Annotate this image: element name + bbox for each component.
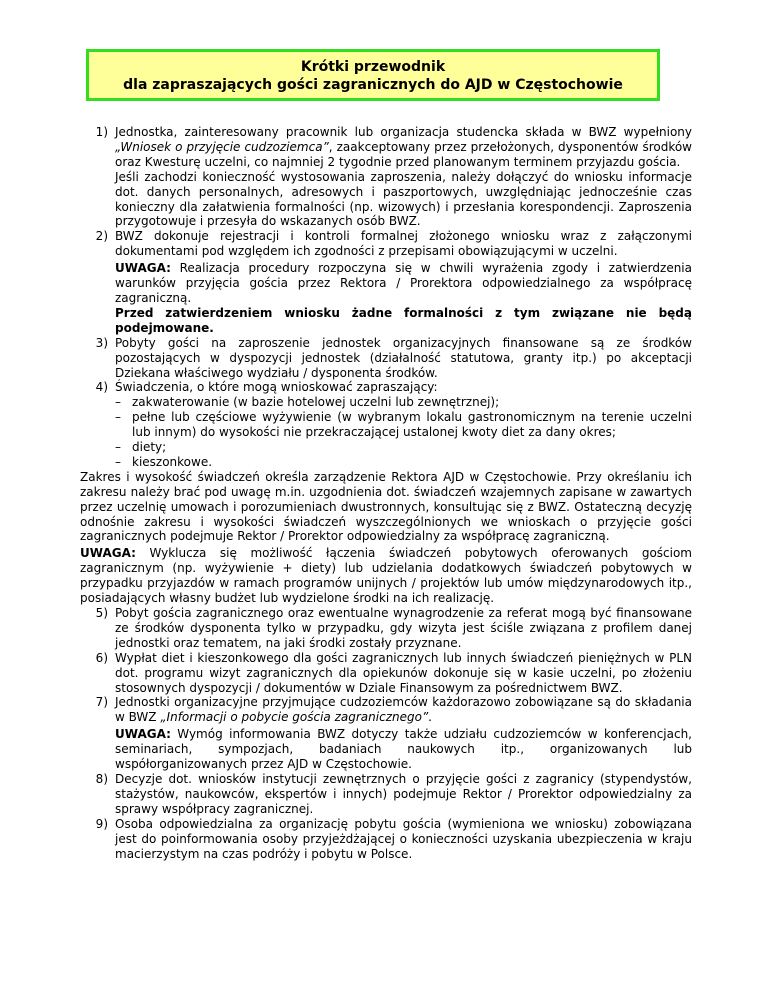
list-item-9 bbox=[80, 817, 692, 862]
text-run: . bbox=[428, 710, 432, 725]
item-paragraph bbox=[115, 125, 692, 170]
form-name-italic: „Wniosek o przyjęcie cudzoziemca” bbox=[115, 139, 329, 154]
list-item-8 bbox=[80, 772, 692, 817]
benefit-item: – kieszonkowe. bbox=[115, 455, 692, 470]
item-paragraph: Pobyt gościa zagranicznego oraz ewentualne wynagrodzenie za referat mogą być finansowane ze środków dysponenta tylko w przypadku, gdy wizyta jest ściśle związana z profilem danej jednostki oraz tematem, na jaki środki zostały przyznane. bbox=[115, 606, 692, 650]
note-label: UWAGA: bbox=[80, 546, 136, 561]
title-line-1: Krótki przewodnik bbox=[300, 59, 446, 75]
list-item-6 bbox=[80, 651, 692, 696]
scope-paragraph: Zakres i wysokość świadczeń określa zarządzenie Rektora AJD w Częstochowie. Przy określaniu ich zakresu należy brać pod uwagę m.in. uzgodnienia dot. świadczeń wzajemnych zapisane w zawartych przez uczelnię umowach i porozumieniach dwustronnych, konsultując się z BWZ. Ostateczną decyzję odnośnie zakresu i wysokości świadczeń wyszczególnionych we wnioskach o przyjęcie gości zagranicznych podejmuje Rektor / Prorektor odpowiedzialny za współpracę zagraniczną. bbox=[80, 469, 692, 544]
item-number: 2 ) bbox=[80, 229, 112, 244]
item-number: 6 ) bbox=[80, 651, 112, 666]
list-item-4 bbox=[80, 380, 692, 469]
title-line-2: dla zapraszających gości zagranicznych do AJD w Częstochowie bbox=[123, 77, 623, 93]
item-number: 4 ) bbox=[80, 380, 112, 395]
title-box bbox=[86, 49, 660, 101]
item-number: 7 ) bbox=[80, 695, 112, 710]
list-item-7 bbox=[80, 695, 692, 772]
item-number: 9 ) bbox=[80, 817, 112, 832]
form-name-italic: „Informacji o pobycie gościa zagranicznego” bbox=[160, 710, 429, 725]
list-item-5 bbox=[80, 606, 692, 651]
item-paragraph: Osoba odpowiedzialna za organizację pobytu gościa (wymieniona we wniosku) zobowiązana jest do poinformowania osoby przyjeżdżającej o konieczności uzyskania ubezpieczenia w kraju macierzystym na czas podróży i pobytu w Polsce. bbox=[115, 816, 692, 861]
item-number: 1 ) bbox=[80, 125, 112, 140]
item-paragraph: Wypłat diet i kieszonkowego dla gości zagranicznych lub innych świadczeń pieniężnych w PLN dot. programu wizyt zagranicznych dla opiekunów dokonuje się w kasie uczelni, po złożeniu stosownych dyspozycji / dokumentów w Dziale Finansowym za pośrednictwem BWZ. bbox=[115, 650, 692, 695]
note-label: UWAGA: bbox=[115, 727, 171, 742]
note-paragraph bbox=[80, 546, 692, 606]
text-run: Jednostki organizacyjne przyjmujące cudzoziemców każdorazowo zobowiązane są do składania w BWZ bbox=[115, 695, 692, 725]
benefits-list bbox=[115, 395, 692, 470]
text-run: Jednostka, zainteresowany pracownik lub organizacja studencka składa w BWZ wypełniony bbox=[115, 125, 692, 139]
numbered-list bbox=[80, 125, 692, 470]
item-paragraph: Jeśli zachodzi konieczność wystosowania zaproszenia, należy dołączyć do wniosku informacje dot. danych personalnych, adresowych i paszportowych, uwzględniając jednocześnie czas konieczny dla załatwienia formalności (np. wizowych) i przesłania korespondencji. Zaproszenia przygotowuje i przesyła do wskazanych osób BWZ. bbox=[115, 169, 692, 229]
numbered-list-continued bbox=[80, 606, 692, 861]
note-paragraph bbox=[115, 727, 692, 772]
item-paragraph: Pobyty gości na zaproszenie jednostek organizacyjnych finansowane są ze środków pozostających w dyspozycji jednostek (działalność statutowa, granty itp.) po akceptacji Dziekana właściwego wydziału / dysponenta środków. bbox=[115, 335, 692, 380]
document-body bbox=[80, 125, 692, 861]
note-text: Wyklucza się możliwość łączenia świadczeń pobytowych oferowanych gościom zagranicznym (np. wyżywienie + diety) lub udzielania dodatkowych świadczeń pobytowych w przypadku przyjazdów w ramach programów unijnych / projektów lub umów międzynarodowych itp., posiadających własny budżet lub wydzielone środki na ich realizację. bbox=[80, 546, 692, 606]
list-item-3 bbox=[80, 336, 692, 381]
item-paragraph: Decyzje dot. wniosków instytucji zewnętrznych o przyjęcie gości z zagranicy (stypendystów, stażystów, naukowców, ekspertów i innych) podejmuje Rektor / Prorektor odpowiedzialny za sprawy współpracy zagranicznej. bbox=[115, 771, 692, 816]
bold-warning: Przed zatwierdzeniem wniosku żadne formalności z tym związane nie będą podejmowane. bbox=[115, 305, 692, 335]
list-item-2 bbox=[80, 229, 692, 335]
benefit-item: – zakwaterowanie (w bazie hotelowej uczelni lub zewnętrznej); bbox=[115, 395, 692, 410]
note-label: UWAGA: bbox=[115, 261, 171, 276]
note-paragraph bbox=[115, 261, 692, 306]
item-paragraph: Świadczenia, o które mogą wnioskować zapraszający: bbox=[115, 380, 438, 395]
item-paragraph: BWZ dokonuje rejestracji i kontroli formalnej złożonego wniosku wraz z załączonymi dokumentami pod względem ich zgodności z przepisami obowiązującymi w uczelni. bbox=[115, 229, 692, 259]
item-paragraph bbox=[115, 695, 692, 725]
text-run: , zaakceptowany przez przełożonych, dysponentów środków oraz Kwesturę uczelni, co najmniej 2 tygodnie przed planowanym terminem przyjazdu gościa. bbox=[115, 139, 692, 169]
note-text: Wymóg informowania BWZ dotyczy także udziału cudzoziemców w konferencjach, seminariach, sympozjach, badaniach naukowych itp., organizowanych lub współorganizowanych przez AJD w Częstochowie. bbox=[115, 727, 692, 772]
benefit-item: – pełne lub częściowe wyżywienie (w wybranym lokalu gastronomicznym na terenie uczelni lub innym) do wysokości nie przekraczającej ustalonej kwoty diet za dany okres; bbox=[115, 410, 692, 440]
item-number: 5 ) bbox=[80, 606, 112, 621]
item-number: 3 ) bbox=[80, 336, 112, 351]
benefit-item: – diety; bbox=[115, 440, 692, 455]
note-text: Realizacja procedury rozpoczyna się w chwili wyrażenia zgody i zatwierdzenia warunków przyjęcia gościa przez Rektora / Prorektora odpowiedzialnego za współpracę zagraniczną. bbox=[115, 261, 692, 305]
list-item-1 bbox=[80, 125, 692, 229]
item-number: 8 ) bbox=[80, 772, 112, 787]
